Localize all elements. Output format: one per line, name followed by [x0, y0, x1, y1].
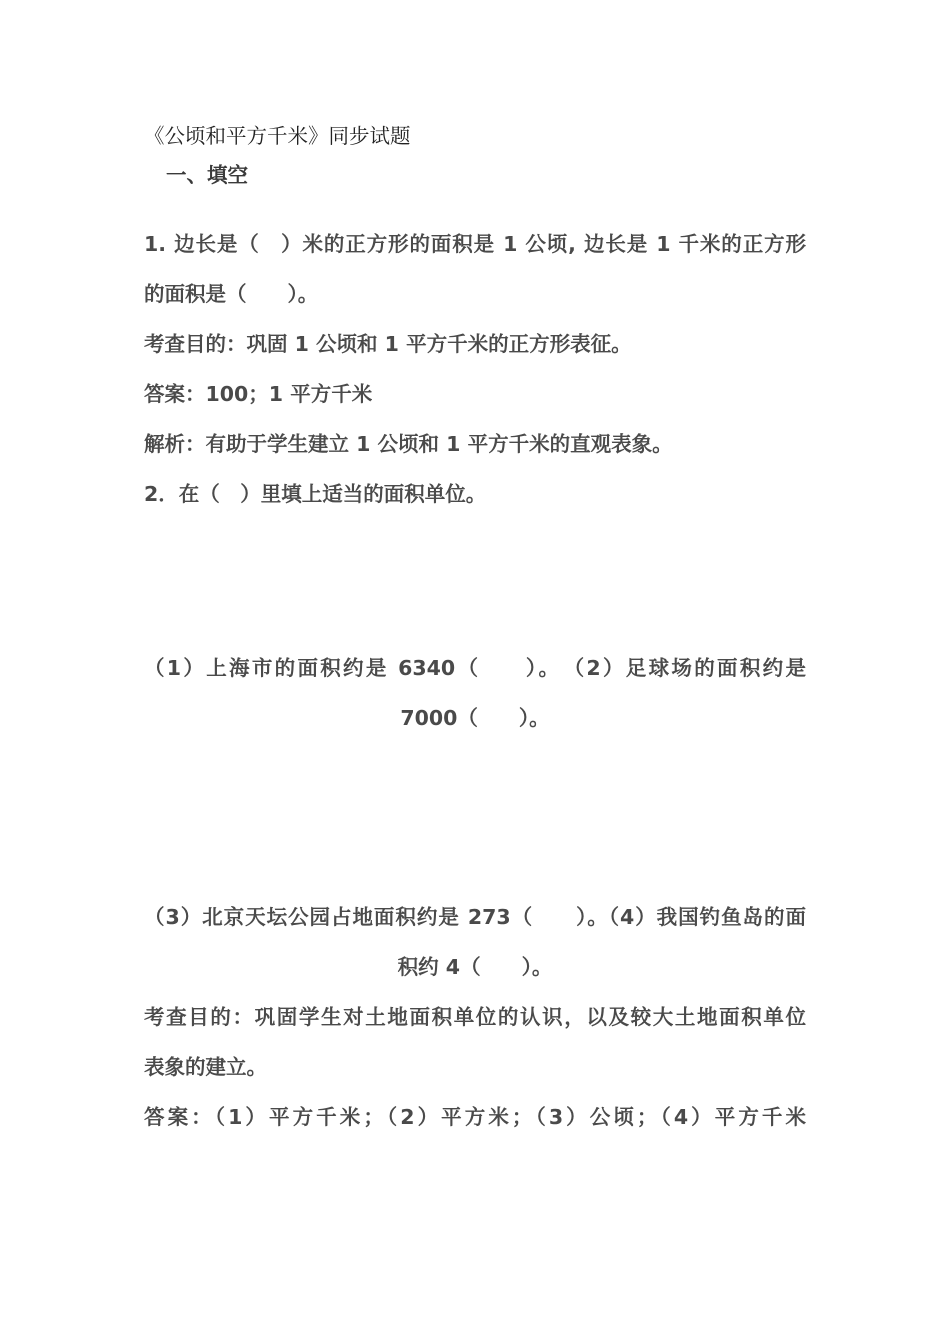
question-2-items-3-4-line-1: （3）北京天坛公园占地面积约是 273（ ）。（4）我国钓鱼岛的面 [144, 905, 806, 929]
question-2-purpose-line-2: 表象的建立。 [144, 1055, 267, 1079]
question-2-items-1-2-line-1: （1）上海市的面积约是 6340（ ）。 （2）足球场的面积约是 [144, 656, 806, 680]
question-1-analysis: 解析：有助于学生建立 1 公顷和 1 平方千米的直观表象。 [144, 432, 673, 456]
document-title: 《公顷和平方千米》同步试题 [144, 124, 411, 148]
question-1-answer: 答案：100；1 平方千米 [144, 382, 373, 406]
section-heading: 一、填空 [166, 163, 248, 187]
question-2-stem: 2．在（ ）里填上适当的面积单位。 [144, 482, 487, 506]
question-2-answer: 答案：（1）平方千米；（2）平方米；（3）公顷；（4）平方千米 [144, 1105, 806, 1129]
question-1-line-1: 1. 边长是（ ）米的正方形的面积是 1 公顷, 边长是 1 千米的正方形 [144, 232, 806, 256]
question-1-line-2: 的面积是（ ）。 [144, 282, 319, 306]
question-2-purpose-line-1: 考查目的：巩固学生对土地面积单位的认识，以及较大土地面积单位 [144, 1005, 806, 1029]
question-2-items-1-2-line-2: 7000（ ）。 [400, 706, 550, 730]
question-2-items-3-4-line-2: 积约 4（ ）。 [397, 955, 553, 979]
question-1-purpose: 考查目的：巩固 1 公顷和 1 平方千米的正方形表征。 [144, 332, 632, 356]
